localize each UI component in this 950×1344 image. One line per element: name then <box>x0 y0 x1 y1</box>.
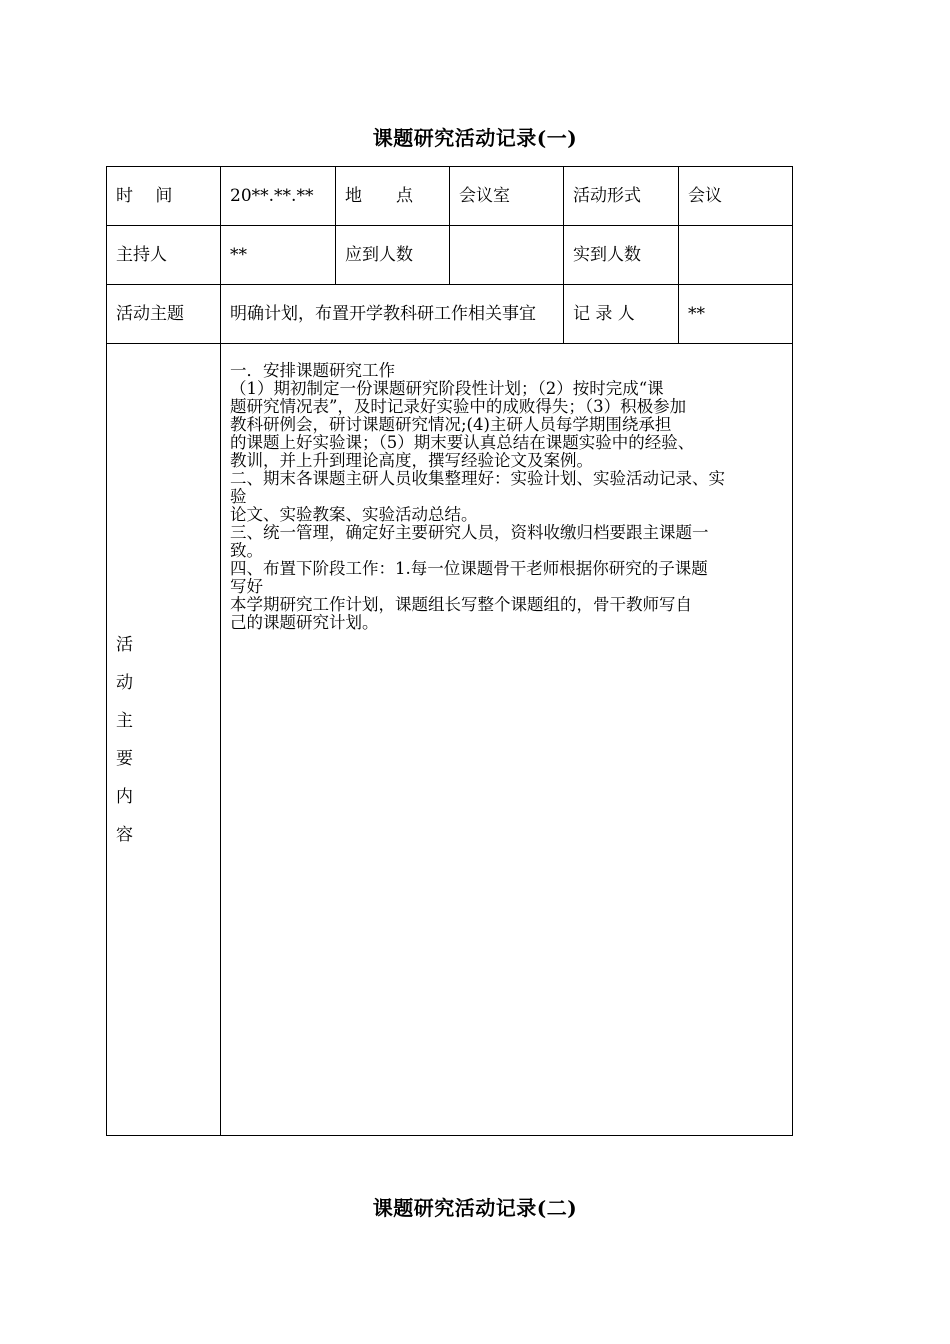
expected-label: 应到人数 <box>336 226 450 285</box>
content-line: 己的课题研究计划。 <box>230 613 379 632</box>
host-value: ** <box>221 226 336 285</box>
content-line: 验 <box>230 487 247 506</box>
place-label: 地 点 <box>336 167 450 226</box>
content-line: 二、期末各课题主研人员收集整理好：实验计划、实验活动记录、实 <box>230 469 725 488</box>
content-line: 三、统一管理，确定好主要研究人员，资料收缴归档要跟主课题一 <box>230 523 709 542</box>
theme-value: 明确计划，布置开学教科研工作相关事宜 <box>221 285 564 344</box>
expected-value <box>450 226 564 285</box>
content-line: 致。 <box>230 541 263 560</box>
table-row <box>107 167 793 226</box>
recorder-label: 记 录 人 <box>564 285 679 344</box>
content-label-char: 主 <box>116 710 133 731</box>
content-label <box>107 344 221 1136</box>
table-row <box>107 226 793 285</box>
content-line: 一．安排课题研究工作 <box>230 361 395 380</box>
page-title-2: 课题研究活动记录(二) <box>372 1196 578 1220</box>
actual-label: 实到人数 <box>564 226 679 285</box>
time-value: 20**.**.** <box>221 167 336 226</box>
recorder-value: ** <box>679 285 793 344</box>
time-label: 时 间 <box>107 167 221 226</box>
content-label-char: 活 <box>116 634 133 655</box>
form-label: 活动形式 <box>564 167 679 226</box>
content-label-char: 容 <box>116 824 133 845</box>
content-line: 论文、实验教案、实验活动总结。 <box>230 505 478 524</box>
content-line: 的课题上好实验课；（5）期末要认真总结在课题实验中的经验、 <box>230 433 695 452</box>
page-title: 课题研究活动记录(一) <box>372 126 578 150</box>
table-row <box>107 285 793 344</box>
host-label: 主持人 <box>107 226 221 285</box>
content-line: 教训，并上升到理论高度，撰写经验论文及案例。 <box>230 451 593 470</box>
place-value: 会议室 <box>450 167 564 226</box>
content-line: 本学期研究工作计划，课题组长写整个课题组的，骨干教师写自 <box>230 595 692 614</box>
activity-content <box>221 344 793 1136</box>
content-label-char: 动 <box>116 672 133 693</box>
content-line: 写好 <box>230 577 263 596</box>
actual-value <box>679 226 793 285</box>
content-line: 教科研例会，研讨课题研究情况;(4)主研人员每学期围绕承担 <box>230 415 672 434</box>
content-line: 题研究情况表”，及时记录好实验中的成败得失；（3）积极参加 <box>230 397 687 416</box>
content-line: （1）期初制定一份课题研究阶段性计划；（2）按时完成“课 <box>230 379 664 398</box>
activity-record-table <box>106 166 793 1136</box>
content-label-char: 要 <box>116 748 133 769</box>
theme-label: 活动主题 <box>107 285 221 344</box>
table-row <box>107 344 793 1136</box>
content-label-char: 内 <box>116 786 133 807</box>
content-line: 四、布置下阶段工作：1.每一位课题骨干老师根据你研究的子课题 <box>230 559 708 578</box>
form-value: 会议 <box>679 167 793 226</box>
